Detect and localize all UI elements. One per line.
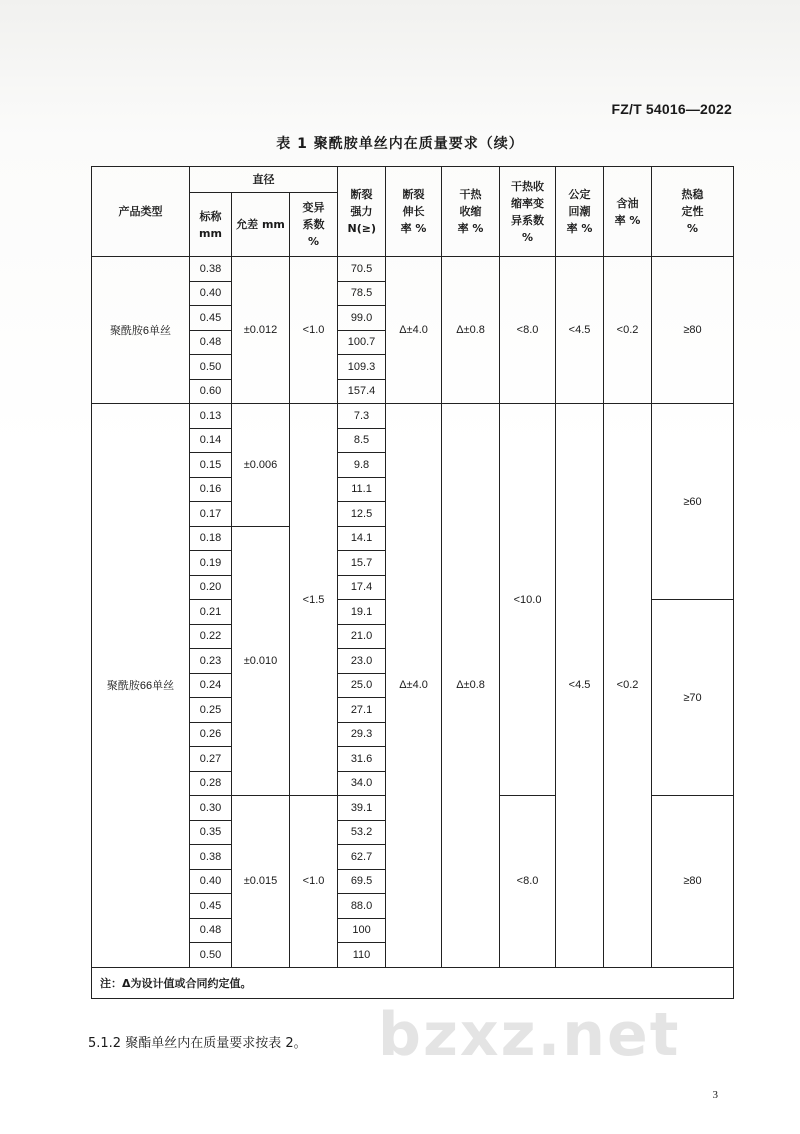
variation-coefficient: <1.0 <box>290 796 338 968</box>
header-tolerance: 允差 mm <box>232 193 290 257</box>
break-strength: 8.5 <box>338 428 386 453</box>
table-title: 表 1 聚酰胺单丝内在质量要求（续） <box>276 136 524 152</box>
header-break-strength: 断裂强力 N(≥) <box>338 167 386 257</box>
break-strength: 70.5 <box>338 257 386 282</box>
standard-code: FZ/T 54016—2022 <box>611 101 732 117</box>
thermal-stability: ≥80 <box>652 796 734 968</box>
nominal-diameter: 0.60 <box>190 379 232 404</box>
table-note-row <box>92 967 734 998</box>
variation-coefficient: <1.5 <box>290 404 338 796</box>
thermal-stability: ≥60 <box>652 404 734 600</box>
break-strength: 9.8 <box>338 453 386 478</box>
nominal-diameter: 0.40 <box>190 869 232 894</box>
header-nominal: 标称 mm <box>190 193 232 257</box>
nominal-diameter: 0.21 <box>190 600 232 625</box>
nominal-diameter: 0.25 <box>190 698 232 723</box>
break-strength: 69.5 <box>338 869 386 894</box>
tolerance: ±0.006 <box>232 404 290 527</box>
break-strength: 12.5 <box>338 502 386 527</box>
nominal-diameter: 0.45 <box>190 306 232 331</box>
break-strength: 100.7 <box>338 330 386 355</box>
break-strength: 62.7 <box>338 845 386 870</box>
nominal-diameter: 0.18 <box>190 526 232 551</box>
nominal-diameter: 0.30 <box>190 796 232 821</box>
tolerance: ±0.015 <box>232 796 290 968</box>
break-strength: 7.3 <box>338 404 386 429</box>
header-cv: 变异系数 % <box>290 193 338 257</box>
break-strength: 110 <box>338 943 386 968</box>
oil-content: <0.2 <box>604 404 652 968</box>
header-moisture: 公定回潮率 % <box>556 167 604 257</box>
break-strength: 29.3 <box>338 722 386 747</box>
moisture-regain: <4.5 <box>556 257 604 404</box>
watermark: bzxz.net <box>378 1000 681 1070</box>
nominal-diameter: 0.19 <box>190 551 232 576</box>
break-strength: 109.3 <box>338 355 386 380</box>
nominal-diameter: 0.13 <box>190 404 232 429</box>
break-strength: 157.4 <box>338 379 386 404</box>
header-oil: 含油率 % <box>604 167 652 257</box>
nominal-diameter: 0.17 <box>190 502 232 527</box>
break-strength: 23.0 <box>338 649 386 674</box>
moisture-regain: <4.5 <box>556 404 604 968</box>
variation-coefficient: <1.0 <box>290 257 338 404</box>
product-type-pa6: 聚酰胺6单丝 <box>92 257 190 404</box>
break-strength: 100 <box>338 918 386 943</box>
nominal-diameter: 0.35 <box>190 820 232 845</box>
dry-heat-shrinkage: Δ±0.8 <box>442 404 500 968</box>
elongation: Δ±4.0 <box>386 404 442 968</box>
nominal-diameter: 0.14 <box>190 428 232 453</box>
table-row <box>92 404 734 429</box>
shrinkage-cv: <10.0 <box>500 404 556 796</box>
break-strength: 34.0 <box>338 771 386 796</box>
dry-heat-shrinkage: Δ±0.8 <box>442 257 500 404</box>
quality-requirements-table <box>91 166 734 999</box>
nominal-diameter: 0.48 <box>190 330 232 355</box>
nominal-diameter: 0.27 <box>190 747 232 772</box>
header-shrinkage-cv: 干热收缩率变异系数 % <box>500 167 556 257</box>
break-strength: 19.1 <box>338 600 386 625</box>
product-type-pa66: 聚酰胺66单丝 <box>92 404 190 968</box>
header-shrinkage: 干热收缩率 % <box>442 167 500 257</box>
elongation: Δ±4.0 <box>386 257 442 404</box>
nominal-diameter: 0.26 <box>190 722 232 747</box>
break-strength: 78.5 <box>338 281 386 306</box>
header-product-type: 产品类型 <box>92 167 190 257</box>
tolerance: ±0.012 <box>232 257 290 404</box>
nominal-diameter: 0.24 <box>190 673 232 698</box>
tolerance: ±0.010 <box>232 526 290 796</box>
table-note: 注：Δ为设计值或合同约定值。 <box>92 967 734 998</box>
nominal-diameter: 0.45 <box>190 894 232 919</box>
nominal-diameter: 0.23 <box>190 649 232 674</box>
break-strength: 17.4 <box>338 575 386 600</box>
nominal-diameter: 0.16 <box>190 477 232 502</box>
page-number: 3 <box>712 1089 718 1101</box>
nominal-diameter: 0.22 <box>190 624 232 649</box>
break-strength: 11.1 <box>338 477 386 502</box>
break-strength: 53.2 <box>338 820 386 845</box>
shrinkage-cv: <8.0 <box>500 257 556 404</box>
break-strength: 14.1 <box>338 526 386 551</box>
break-strength: 39.1 <box>338 796 386 821</box>
nominal-diameter: 0.50 <box>190 943 232 968</box>
nominal-diameter: 0.28 <box>190 771 232 796</box>
nominal-diameter: 0.38 <box>190 845 232 870</box>
break-strength: 25.0 <box>338 673 386 698</box>
break-strength: 21.0 <box>338 624 386 649</box>
break-strength: 15.7 <box>338 551 386 576</box>
header-elongation: 断裂伸长率 % <box>386 167 442 257</box>
break-strength: 88.0 <box>338 894 386 919</box>
nominal-diameter: 0.38 <box>190 257 232 282</box>
thermal-stability: ≥70 <box>652 600 734 796</box>
break-strength: 99.0 <box>338 306 386 331</box>
oil-content: <0.2 <box>604 257 652 404</box>
nominal-diameter: 0.20 <box>190 575 232 600</box>
nominal-diameter: 0.15 <box>190 453 232 478</box>
table-row <box>92 257 734 282</box>
nominal-diameter: 0.48 <box>190 918 232 943</box>
nominal-diameter: 0.40 <box>190 281 232 306</box>
thermal-stability: ≥80 <box>652 257 734 404</box>
break-strength: 27.1 <box>338 698 386 723</box>
shrinkage-cv: <8.0 <box>500 796 556 968</box>
break-strength: 31.6 <box>338 747 386 772</box>
header-thermal: 热稳定性 % <box>652 167 734 257</box>
clause-5-1-2: 5.1.2 聚酯单丝内在质量要求按表 2。 <box>88 1036 307 1051</box>
nominal-diameter: 0.50 <box>190 355 232 380</box>
header-diameter: 直径 <box>190 167 338 193</box>
